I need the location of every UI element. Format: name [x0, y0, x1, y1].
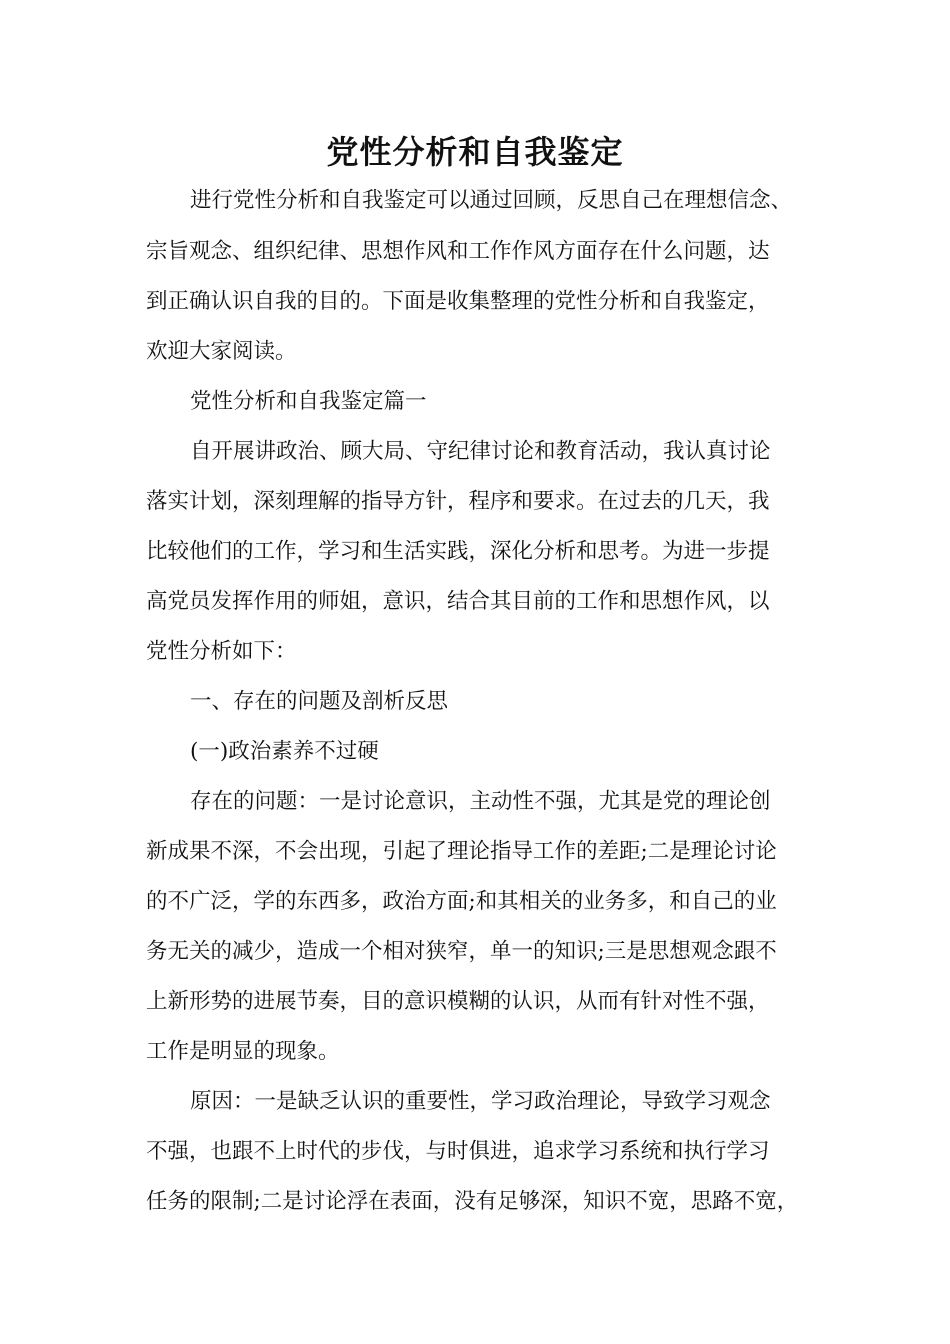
paragraph-line: 宗旨观念、组织纪律、思想作风和工作作风方面存在什么问题，达	[146, 239, 770, 264]
paragraph-line: 落实计划，深刻理解的指导方针，程序和要求。在过去的几天，我	[146, 489, 770, 514]
paragraph-line: 欢迎大家阅读。	[146, 339, 297, 364]
paragraph-line: 不强，也跟不上时代的步伐，与时俱进，追求学习系统和执行学习	[146, 1139, 770, 1164]
paragraph-line: 比较他们的工作，学习和生活实践，深化分析和思考。为进一步提	[146, 539, 770, 564]
paragraph-line: 的不广泛，学的东西多，政治方面;和其相关的业务多，和自己的业	[146, 889, 777, 914]
paragraph-line: 工作是明显的现象。	[146, 1039, 340, 1064]
paragraph-line: 高党员发挥作用的师姐，意识，结合其目前的工作和思想作风，以	[146, 589, 770, 614]
paragraph-line: 上新形势的进展节奏，目的意识模糊的认识，从而有针对性不强，	[146, 989, 770, 1014]
paragraph-line: 自开展讲政治、顾大局、守纪律讨论和教育活动，我认真讨论	[190, 439, 771, 464]
section-heading: 一、存在的问题及剖析反思	[190, 689, 449, 714]
section-heading: 党性分析和自我鉴定篇一	[190, 389, 427, 414]
paragraph-line: 任务的限制;二是讨论浮在表面，没有足够深，知识不宽，思路不宽，	[146, 1189, 799, 1214]
paragraph-line: 新成果不深，不会出现，引起了理论指导工作的差距;二是理论讨论	[146, 839, 777, 864]
paragraph-line: 原因：一是缺乏认识的重要性，学习政治理论，导致学习观念	[190, 1089, 771, 1114]
document-title: 党性分析和自我鉴定	[326, 133, 624, 171]
subsection-heading: (一)政治素养不过硬	[190, 739, 379, 764]
paragraph-line: 党性分析如下：	[146, 639, 297, 664]
paragraph-line: 存在的问题：一是讨论意识，主动性不强，尤其是党的理论创	[190, 789, 771, 814]
paragraph-line: 到正确认识自我的目的。下面是收集整理的党性分析和自我鉴定，	[146, 289, 770, 314]
paragraph-line: 务无关的减少，造成一个相对狭窄，单一的知识;三是思想观念跟不	[146, 939, 777, 964]
paragraph-line: 进行党性分析和自我鉴定可以通过回顾，反思自己在理想信念、	[190, 188, 793, 213]
